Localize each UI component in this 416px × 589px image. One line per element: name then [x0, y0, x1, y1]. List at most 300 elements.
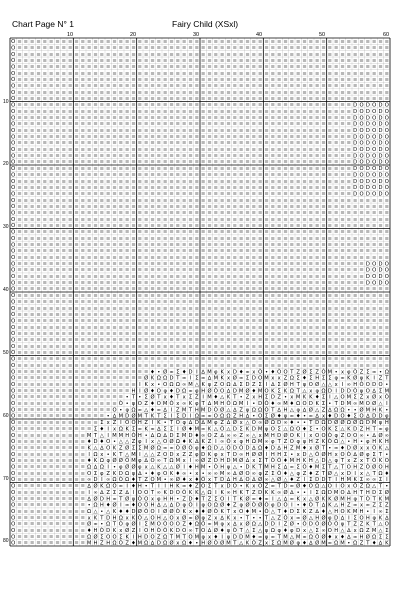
grid-cell-symbol: ≡ — [207, 166, 212, 173]
grid-cell-symbol: • — [239, 394, 243, 401]
grid-cell-symbol: Ò — [353, 388, 358, 395]
grid-cell-symbol: ≡ — [188, 286, 193, 293]
grid-cell-symbol: K — [176, 483, 180, 490]
grid-cell-symbol: O — [384, 108, 389, 115]
grid-cell-symbol: M — [118, 413, 124, 420]
grid-cell-symbol: ≡ — [17, 254, 22, 261]
grid-cell-symbol: ≡ — [314, 267, 320, 274]
grid-cell-symbol: ≡ — [61, 337, 67, 344]
grid-cell-symbol: Ò — [372, 458, 377, 465]
grid-cell-symbol: ≡ — [23, 51, 29, 58]
grid-cell-symbol: Ò — [353, 483, 358, 490]
grid-cell-symbol: Σ — [378, 489, 383, 496]
grid-cell-symbol: I — [139, 381, 141, 388]
grid-cell-symbol: ≡ — [238, 115, 244, 122]
grid-cell-symbol: ≡ — [188, 191, 193, 198]
grid-cell-symbol: ≡ — [276, 223, 282, 230]
grid-cell-symbol: ≡ — [74, 115, 79, 122]
grid-cell-symbol: ≡ — [238, 147, 244, 154]
grid-cell-symbol: Σ — [112, 489, 117, 496]
grid-cell-symbol: I — [170, 407, 173, 414]
grid-cell-symbol: Ø — [264, 420, 269, 427]
grid-cell-symbol: φ — [239, 502, 243, 509]
grid-cell-symbol: ≡ — [207, 140, 212, 147]
grid-cell-symbol: ≡ — [124, 147, 130, 154]
grid-cell-symbol: ≡ — [61, 350, 67, 357]
grid-cell-symbol: ≡ — [333, 134, 339, 141]
grid-cell-symbol: ∞ — [226, 489, 231, 496]
grid-cell-symbol: ≡ — [340, 210, 345, 217]
grid-cell-symbol: ≡ — [289, 254, 295, 261]
grid-cell-symbol: ≡ — [226, 102, 231, 109]
grid-cell-symbol: ≡ — [346, 147, 352, 154]
grid-cell-symbol: ≡ — [213, 331, 219, 338]
grid-cell-symbol: ≡ — [105, 362, 111, 369]
grid-cell-symbol: ≡ — [226, 318, 231, 325]
grid-cell-symbol: ≡ — [105, 369, 111, 376]
grid-cell-symbol: ≡ — [251, 235, 257, 242]
grid-cell-symbol: ≡ — [232, 229, 238, 236]
grid-cell-symbol: M — [257, 426, 263, 433]
grid-cell-symbol: ≡ — [346, 248, 352, 255]
grid-cell-symbol: ≡ — [181, 223, 187, 230]
grid-cell-symbol: ≡ — [162, 299, 168, 306]
grid-cell-symbol: Σ — [119, 534, 123, 541]
grid-cell-symbol: ≡ — [17, 248, 22, 255]
grid-cell-symbol: ≡ — [188, 89, 193, 96]
grid-cell-symbol: ≡ — [42, 39, 48, 46]
grid-cell-symbol: ≡ — [61, 413, 67, 420]
grid-cell-symbol: • — [176, 496, 180, 503]
grid-cell-symbol: ≡ — [48, 515, 54, 522]
grid-cell-symbol: ≡ — [67, 381, 73, 388]
grid-cell-symbol: ≡ — [29, 299, 35, 306]
grid-cell-symbol: x — [340, 470, 345, 477]
grid-cell-symbol: ≡ — [29, 350, 35, 357]
grid-cell-symbol: Ø — [220, 502, 225, 509]
grid-cell-symbol: ≡ — [156, 318, 162, 325]
grid-cell-symbol: ≡ — [143, 96, 149, 103]
grid-cell-symbol: ≡ — [67, 489, 73, 496]
grid-cell-symbol: ≡ — [99, 153, 105, 160]
grid-cell-symbol: ≡ — [93, 286, 98, 293]
grid-cell-symbol: O — [302, 401, 307, 408]
grid-cell-symbol: ≡ — [346, 210, 352, 217]
grid-cell-symbol: K — [220, 375, 224, 382]
grid-cell-symbol: • — [252, 413, 256, 420]
grid-cell-symbol: ≡ — [302, 223, 307, 230]
grid-cell-symbol: ♦ — [175, 470, 181, 477]
grid-cell-symbol: ♦ — [181, 439, 187, 446]
grid-cell-symbol: ≡ — [181, 242, 187, 249]
grid-cell-symbol: T — [138, 477, 142, 484]
grid-cell-symbol: ≡ — [283, 51, 288, 58]
grid-cell-symbol: ≡ — [308, 147, 314, 154]
grid-cell-symbol: ≡ — [238, 318, 244, 325]
grid-cell-symbol: I — [189, 375, 192, 382]
grid-cell-symbol: ≡ — [169, 235, 174, 242]
grid-cell-symbol: x — [207, 477, 212, 484]
grid-cell-symbol: ≡ — [80, 280, 86, 287]
grid-cell-symbol: Ò — [182, 489, 187, 496]
grid-cell-symbol: ≡ — [156, 134, 162, 141]
grid-cell-symbol: ♦ — [283, 470, 288, 477]
grid-cell-symbol: Z — [100, 540, 104, 547]
grid-cell-symbol: ≡ — [80, 458, 86, 465]
grid-cell-symbol: ≡ — [314, 58, 320, 65]
grid-cell-symbol: ≡ — [93, 140, 98, 147]
grid-cell-symbol: ≡ — [295, 242, 301, 249]
grid-cell-symbol: M — [371, 420, 377, 427]
grid-cell-symbol: ≡ — [67, 223, 73, 230]
grid-cell-symbol: ≡ — [162, 248, 168, 255]
grid-cell-symbol: ≡ — [289, 210, 295, 217]
grid-cell-symbol: φ — [334, 375, 338, 382]
grid-cell-symbol: ≡ — [295, 261, 301, 268]
grid-cell-symbol: ≡ — [17, 159, 22, 166]
grid-cell-symbol: D — [144, 534, 149, 541]
grid-cell-symbol: D — [270, 445, 275, 452]
grid-cell-symbol: ≡ — [17, 274, 22, 281]
grid-cell-symbol: ≡ — [314, 331, 320, 338]
grid-cell-symbol: ≡ — [118, 89, 124, 96]
grid-cell-symbol: D — [175, 388, 180, 395]
grid-cell-symbol: ≡ — [213, 280, 219, 287]
grid-cell-symbol: • — [315, 426, 319, 433]
grid-cell-symbol: Z — [309, 508, 313, 515]
grid-cell-symbol: ≡ — [150, 286, 155, 293]
grid-cell-symbol: ≡ — [67, 229, 73, 236]
grid-cell-symbol: ≡ — [36, 216, 41, 223]
grid-cell-symbol: ≡ — [219, 274, 225, 281]
grid-cell-symbol: O — [232, 483, 237, 490]
grid-cell-symbol: ≡ — [36, 496, 41, 503]
grid-cell-symbol: Ø — [137, 508, 142, 515]
grid-cell-symbol: ≡ — [371, 312, 377, 319]
grid-cell-symbol: φ — [296, 407, 300, 414]
grid-cell-symbol: ≡ — [61, 83, 67, 90]
grid-cell-symbol: ≡ — [213, 70, 219, 77]
grid-cell-symbol: ♦ — [99, 426, 105, 433]
grid-cell-symbol: ≡ — [67, 464, 73, 471]
grid-cell-symbol: ≡ — [29, 96, 35, 103]
grid-cell-symbol: ≡ — [61, 299, 67, 306]
grid-cell-symbol: ≡ — [55, 496, 60, 503]
grid-cell-symbol: ≡ — [17, 70, 22, 77]
grid-cell-symbol: ≡ — [29, 210, 35, 217]
grid-cell-symbol: ≡ — [188, 318, 193, 325]
grid-cell-symbol: ≡ — [162, 242, 168, 249]
grid-cell-symbol: Ω — [175, 439, 180, 446]
grid-cell-symbol: ≡ — [200, 204, 206, 211]
grid-cell-symbol: ≡ — [29, 489, 35, 496]
grid-cell-symbol: ≡ — [42, 496, 48, 503]
grid-cell-symbol: D — [277, 432, 282, 439]
grid-cell-symbol: ≡ — [270, 356, 276, 363]
grid-cell-symbol: ≡ — [80, 439, 86, 446]
grid-cell-symbol: O — [359, 413, 364, 420]
grid-cell-symbol: ≡ — [99, 413, 105, 420]
grid-cell-symbol: ≡ — [200, 248, 206, 255]
grid-cell-symbol: ≡ — [245, 343, 250, 350]
grid-cell-symbol: ≡ — [283, 274, 288, 281]
column-number-20: 20 — [130, 32, 137, 38]
grid-cell-symbol: ≡ — [137, 362, 143, 369]
grid-cell-symbol: ≡ — [181, 324, 187, 331]
grid-cell-symbol: ≡ — [86, 89, 92, 96]
grid-cell-symbol: Ø — [372, 394, 377, 401]
grid-cell-symbol: ∆ — [138, 470, 142, 477]
grid-cell-symbol: ≡ — [200, 350, 206, 357]
grid-cell-symbol: Z — [264, 470, 269, 477]
grid-cell-symbol: O — [359, 127, 364, 134]
grid-cell-symbol: ≡ — [333, 223, 339, 230]
grid-cell-symbol: O — [340, 508, 345, 515]
grid-cell-symbol: ≡ — [131, 83, 136, 90]
grid-cell-symbol: ≡ — [42, 235, 48, 242]
grid-cell-symbol: K — [264, 489, 269, 496]
grid-cell-symbol: ≡ — [333, 115, 339, 122]
grid-cell-symbol: Ò — [277, 458, 282, 465]
grid-cell-symbol: ♦ — [283, 508, 288, 515]
grid-cell-symbol: D — [308, 401, 313, 408]
grid-cell-symbol: ≡ — [61, 464, 67, 471]
grid-cell-symbol: ≡ — [371, 96, 377, 103]
grid-cell-symbol: ≡ — [61, 134, 67, 141]
grid-cell-symbol: ♦ — [251, 388, 257, 395]
grid-cell-symbol: ≡ — [23, 413, 29, 420]
grid-cell-symbol: ≡ — [257, 223, 263, 230]
grid-cell-symbol: ≡ — [181, 343, 187, 350]
grid-cell-symbol: ≡ — [188, 197, 193, 204]
grid-cell-symbol: ≡ — [346, 166, 352, 173]
grid-cell-symbol: ≡ — [181, 210, 187, 217]
grid-cell-symbol: ≡ — [74, 51, 79, 58]
grid-cell-symbol: ∆ — [144, 458, 148, 465]
grid-cell-symbol: ∆ — [100, 445, 104, 452]
grid-cell-symbol: Ω — [112, 477, 117, 484]
grid-cell-symbol: ≡ — [283, 229, 288, 236]
grid-cell-symbol: ≡ — [194, 45, 200, 52]
grid-cell-symbol: ≡ — [352, 312, 358, 319]
grid-cell-symbol: ≡ — [131, 45, 136, 52]
grid-cell-symbol: ≡ — [283, 286, 288, 293]
grid-cell-symbol: ≡ — [55, 134, 60, 141]
grid-cell-symbol: I — [386, 477, 388, 484]
grid-cell-symbol: ≡ — [169, 96, 174, 103]
grid-cell-symbol: ≡ — [245, 305, 250, 312]
grid-cell-symbol: Ø — [182, 445, 187, 452]
grid-cell-symbol: ≡ — [93, 159, 98, 166]
grid-cell-symbol: ≡ — [67, 267, 73, 274]
grid-cell-symbol: ≡ — [200, 305, 206, 312]
grid-cell-symbol: O — [372, 140, 377, 147]
grid-cell-symbol: ∞ — [93, 521, 98, 528]
grid-cell-symbol: T — [372, 496, 376, 503]
grid-cell-symbol: ≡ — [352, 318, 358, 325]
grid-cell-symbol: ≡ — [289, 229, 295, 236]
grid-cell-symbol: K — [112, 508, 117, 515]
grid-cell-symbol: Σ — [264, 413, 269, 420]
grid-cell-symbol: ≡ — [80, 204, 86, 211]
grid-cell-symbol: φ — [226, 534, 231, 541]
grid-cell-symbol: ≡ — [61, 540, 67, 547]
grid-cell-symbol: ≡ — [232, 77, 238, 84]
grid-cell-symbol: ≡ — [105, 178, 111, 185]
grid-cell-symbol: ≡ — [86, 229, 92, 236]
grid-cell-symbol: ≡ — [270, 242, 276, 249]
grid-cell-symbol: ≡ — [93, 77, 98, 84]
grid-cell-symbol: x — [366, 394, 370, 401]
grid-cell-symbol: ≡ — [251, 324, 257, 331]
grid-cell-symbol: ≡ — [245, 223, 250, 230]
grid-cell-symbol: Σ — [258, 458, 262, 465]
grid-cell-symbol: ≡ — [124, 172, 130, 179]
grid-cell-symbol: ≡ — [105, 83, 111, 90]
grid-cell-symbol: O — [150, 477, 155, 484]
grid-cell-symbol: H — [220, 464, 225, 471]
grid-cell-symbol: ≡ — [55, 197, 60, 204]
grid-cell-symbol: ≡ — [55, 83, 60, 90]
grid-cell-symbol: M — [295, 394, 301, 401]
grid-cell-symbol: ≡ — [276, 153, 282, 160]
grid-cell-symbol: ≡ — [169, 121, 174, 128]
grid-cell-symbol: ≡ — [17, 153, 22, 160]
grid-cell-symbol: ≡ — [42, 274, 48, 281]
grid-cell-symbol: ≡ — [36, 521, 41, 528]
grid-cell-symbol: M — [264, 432, 269, 439]
grid-cell-symbol: ≡ — [327, 96, 333, 103]
grid-cell-symbol: ≡ — [131, 115, 136, 122]
grid-cell-symbol: φ — [302, 439, 307, 446]
grid-cell-symbol: ≡ — [321, 299, 326, 306]
grid-cell-symbol: ≡ — [80, 274, 86, 281]
grid-cell-symbol: ≡ — [29, 127, 35, 134]
grid-cell-symbol: ≡ — [378, 197, 383, 204]
grid-cell-symbol: ≡ — [226, 235, 231, 242]
grid-cell-symbol: ≡ — [105, 166, 111, 173]
grid-cell-symbol: D — [232, 369, 237, 376]
grid-cell-symbol: D — [365, 108, 370, 115]
grid-cell-symbol: ≡ — [156, 229, 162, 236]
grid-cell-symbol: ≡ — [232, 312, 238, 319]
grid-cell-symbol: ≡ — [156, 235, 162, 242]
grid-cell-symbol: ≡ — [169, 70, 174, 77]
grid-cell-symbol: ≡ — [124, 261, 130, 268]
grid-cell-symbol: ≡ — [17, 477, 22, 484]
grid-cell-symbol: ≡ — [86, 324, 92, 331]
grid-cell-symbol: ≡ — [226, 51, 231, 58]
grid-cell-symbol: ≡ — [181, 159, 187, 166]
grid-cell-symbol: ≡ — [162, 153, 168, 160]
grid-cell-symbol: T — [309, 420, 313, 427]
grid-cell-symbol: O — [340, 413, 345, 420]
grid-cell-symbol: Σ — [100, 420, 104, 427]
grid-cell-symbol: ≡ — [118, 70, 124, 77]
grid-cell-symbol: D — [232, 534, 237, 541]
grid-cell-symbol: ≡ — [276, 274, 282, 281]
grid-cell-symbol: ≡ — [156, 166, 162, 173]
grid-cell-symbol: O — [378, 381, 383, 388]
grid-cell-symbol: ≡ — [23, 426, 29, 433]
grid-cell-symbol: Z — [131, 528, 136, 535]
grid-cell-symbol: O — [289, 439, 294, 446]
grid-cell-symbol: ≡ — [200, 216, 206, 223]
grid-cell-symbol: ≡ — [352, 229, 358, 236]
grid-cell-symbol: ∆ — [245, 458, 250, 465]
grid-cell-symbol: ≡ — [61, 254, 67, 261]
grid-cell-symbol: x — [334, 381, 338, 388]
grid-cell-symbol: H — [137, 483, 142, 490]
grid-cell-symbol: ≡ — [232, 242, 238, 249]
grid-cell-symbol: ≡ — [150, 77, 155, 84]
grid-cell-symbol: ≡ — [156, 223, 162, 230]
grid-cell-symbol: O — [11, 274, 16, 281]
grid-cell-symbol: ≡ — [308, 51, 314, 58]
grid-cell-symbol: ≡ — [333, 274, 339, 281]
grid-cell-symbol: ≡ — [276, 254, 282, 261]
grid-cell-symbol: ≡ — [219, 204, 225, 211]
grid-cell-symbol: M — [207, 420, 212, 427]
grid-cell-symbol: ≡ — [118, 331, 124, 338]
grid-cell-symbol: ≡ — [238, 356, 244, 363]
grid-cell-symbol: ≡ — [124, 305, 130, 312]
grid-cell-symbol: ≡ — [29, 451, 35, 458]
grid-cell-symbol: ≡ — [55, 172, 60, 179]
grid-cell-symbol: ≡ — [80, 70, 86, 77]
grid-cell-symbol: φ — [195, 388, 199, 395]
grid-cell-symbol: ≡ — [17, 121, 22, 128]
grid-cell-symbol: ≡ — [251, 185, 257, 192]
grid-cell-symbol: ≡ — [283, 45, 288, 52]
grid-cell-symbol: ≡ — [156, 248, 162, 255]
grid-cell-symbol: ≡ — [232, 102, 238, 109]
grid-cell-symbol: ≡ — [238, 134, 244, 141]
grid-cell-symbol: ≡ — [74, 83, 79, 90]
grid-cell-symbol: ≡ — [181, 191, 187, 198]
grid-cell-symbol: ≡ — [346, 242, 352, 249]
grid-cell-symbol: ≡ — [295, 178, 301, 185]
grid-cell-symbol: ≡ — [156, 45, 162, 52]
grid-cell-symbol: Ω — [125, 470, 130, 477]
grid-cell-symbol: ≡ — [74, 229, 79, 236]
grid-cell-symbol: ≡ — [93, 280, 98, 287]
grid-cell-symbol: x — [296, 451, 300, 458]
grid-cell-symbol: Σ — [195, 375, 199, 382]
grid-cell-symbol: ≡ — [340, 286, 345, 293]
grid-cell-symbol: ≡ — [150, 159, 155, 166]
grid-cell-symbol: ≡ — [143, 280, 149, 287]
grid-cell-symbol: ≡ — [137, 318, 143, 325]
grid-cell-symbol: ≡ — [257, 235, 263, 242]
grid-cell-symbol: T — [226, 451, 231, 458]
grid-cell-symbol: • — [112, 464, 117, 471]
grid-cell-symbol: ≡ — [118, 134, 124, 141]
grid-cell-symbol: Z — [157, 451, 161, 458]
grid-cell-symbol: O — [11, 153, 16, 160]
grid-cell-symbol: ≡ — [378, 70, 383, 77]
grid-cell-symbol: ♦ — [213, 394, 219, 401]
grid-cell-symbol: ≡ — [276, 261, 282, 268]
grid-cell-symbol: △ — [93, 445, 98, 452]
grid-cell-symbol: ≡ — [156, 242, 162, 249]
grid-cell-symbol: ≡ — [276, 96, 282, 103]
grid-cell-symbol: ≡ — [378, 299, 383, 306]
grid-cell-symbol: ≡ — [86, 223, 92, 230]
grid-cell-symbol: ≡ — [333, 210, 339, 217]
grid-cell-symbol: O — [11, 299, 16, 306]
grid-cell-symbol: ≡ — [80, 413, 86, 420]
